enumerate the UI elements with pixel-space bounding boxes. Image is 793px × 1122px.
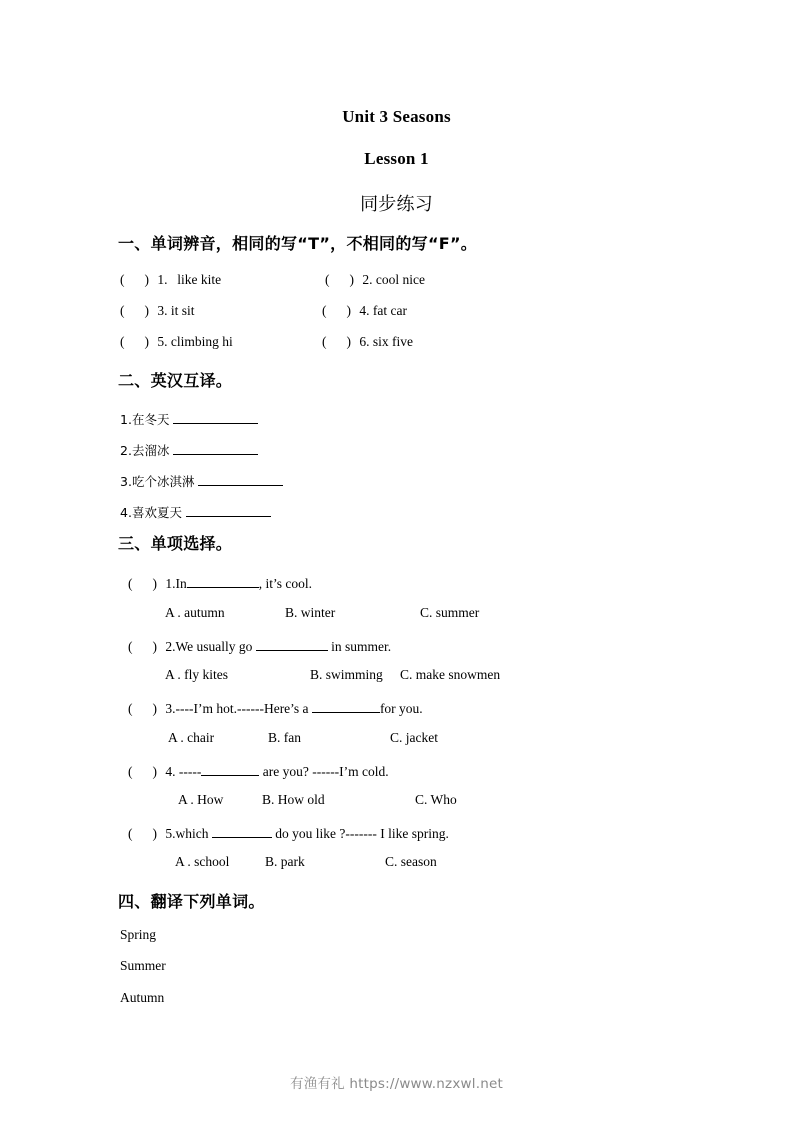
question-stem-before: which: [175, 825, 209, 841]
item-chinese: 吃个冰淇淋: [131, 473, 195, 489]
item-words: six five: [372, 334, 413, 349]
sound-item: [120, 335, 233, 349]
item-number: 4.: [120, 504, 132, 520]
item-number: 4.: [359, 303, 370, 318]
item-number: 1.: [157, 272, 168, 287]
sound-item: [322, 304, 407, 318]
item-number: 1.: [120, 411, 132, 427]
vocabulary-word: Summer: [120, 958, 166, 973]
option-b[interactable]: B. winter: [285, 605, 336, 620]
page-title-unit: Unit 3 Seasons: [342, 107, 451, 126]
sound-item: [120, 273, 221, 287]
answer-parenthesis[interactable]: ( ): [120, 272, 149, 287]
answer-parenthesis[interactable]: ( ): [325, 272, 354, 287]
question-stem-after: do you like ?------- I like spring.: [275, 825, 449, 841]
item-words: fat car: [372, 303, 407, 318]
question-stem-before: ----I’m hot.------Here’s a: [175, 700, 309, 716]
answer-parenthesis[interactable]: ( ): [128, 825, 157, 841]
choice-question: [128, 762, 389, 778]
item-words: like kite: [177, 272, 222, 287]
option-c[interactable]: C. make snowmen: [400, 667, 501, 682]
sound-item: [120, 304, 195, 318]
option-a[interactable]: A . chair: [168, 730, 215, 745]
sound-item: [322, 335, 413, 349]
section-two-heading: 二、英汉互译。: [118, 371, 233, 390]
item-words: climbing hi: [170, 334, 233, 349]
section-three-heading: 三、单项选择。: [118, 534, 233, 553]
option-b[interactable]: B. fan: [268, 730, 301, 745]
section-one-heading: 一、单词辨音，相同的写“T”，不相同的写“F”。: [118, 234, 478, 253]
option-a[interactable]: A . school: [175, 854, 230, 869]
answer-blank[interactable]: [186, 504, 271, 517]
page-title-chinese: 同步练习: [360, 194, 433, 215]
question-number: 4.: [165, 763, 176, 779]
footer-watermark: 有渔有礼 https://www.nzxwl.net: [290, 1076, 503, 1092]
item-chinese: 去溜冰: [131, 442, 170, 458]
option-a[interactable]: A . fly kites: [165, 667, 228, 682]
choice-question: [128, 637, 391, 653]
answer-parenthesis[interactable]: ( ): [120, 303, 149, 318]
item-words: cool nice: [375, 272, 425, 287]
answer-blank[interactable]: [312, 699, 380, 713]
page-title-lesson: Lesson 1: [364, 149, 429, 168]
choice-question: [128, 574, 312, 590]
answer-parenthesis[interactable]: ( ): [120, 334, 149, 349]
item-number: 2.: [120, 442, 132, 458]
question-number: 3.: [165, 700, 176, 716]
answer-parenthesis[interactable]: ( ): [322, 334, 351, 349]
answer-parenthesis[interactable]: ( ): [128, 700, 157, 716]
translate-item: [120, 473, 283, 488]
option-b[interactable]: B. How old: [262, 792, 325, 807]
answer-blank[interactable]: [187, 574, 259, 588]
option-a[interactable]: A . autumn: [165, 605, 225, 620]
translate-item: [120, 504, 271, 519]
item-number: 5.: [157, 334, 168, 349]
question-stem-before: In: [175, 575, 187, 591]
item-number: 6.: [359, 334, 370, 349]
option-c[interactable]: C. summer: [420, 605, 480, 620]
item-chinese: 在冬天: [131, 411, 170, 427]
option-c[interactable]: C. Who: [415, 792, 457, 807]
vocabulary-word: Autumn: [120, 990, 165, 1005]
question-stem-after: are you? ------I’m cold.: [262, 763, 389, 779]
translate-item: [120, 442, 258, 457]
answer-blank[interactable]: [256, 637, 328, 651]
question-stem-before: We usually go: [175, 638, 253, 654]
answer-blank[interactable]: [198, 473, 283, 486]
section-four-heading: 四、翻译下列单词。: [118, 892, 265, 911]
sound-item: [325, 273, 425, 287]
answer-blank[interactable]: [212, 824, 272, 838]
item-number: 3.: [120, 473, 132, 489]
question-stem-after: for you.: [379, 700, 423, 716]
answer-parenthesis[interactable]: ( ): [128, 575, 157, 591]
answer-parenthesis[interactable]: ( ): [128, 763, 157, 779]
question-stem-after: in summer.: [331, 638, 392, 654]
item-number: 2.: [362, 272, 373, 287]
question-number: 1.: [165, 575, 176, 591]
answer-blank[interactable]: [173, 442, 258, 455]
item-words: it sit: [170, 303, 195, 318]
answer-blank[interactable]: [201, 762, 259, 776]
question-stem-before: -----: [178, 763, 202, 779]
option-b[interactable]: B. swimming: [310, 667, 383, 682]
option-c[interactable]: C. season: [385, 854, 437, 869]
option-a[interactable]: A . How: [178, 792, 224, 807]
item-number: 3.: [157, 303, 168, 318]
question-stem-after: , it’s cool.: [258, 575, 312, 591]
vocabulary-word: Spring: [120, 927, 157, 942]
choice-question: [128, 824, 449, 840]
item-chinese: 喜欢夏天: [131, 504, 182, 520]
option-b[interactable]: B. park: [265, 854, 305, 869]
translate-item: [120, 411, 258, 426]
choice-question: [128, 699, 423, 715]
answer-parenthesis[interactable]: ( ): [128, 638, 157, 654]
question-number: 2.: [165, 638, 176, 654]
answer-parenthesis[interactable]: ( ): [322, 303, 351, 318]
question-number: 5.: [165, 825, 176, 841]
answer-blank[interactable]: [173, 411, 258, 424]
option-c[interactable]: C. jacket: [390, 730, 438, 745]
